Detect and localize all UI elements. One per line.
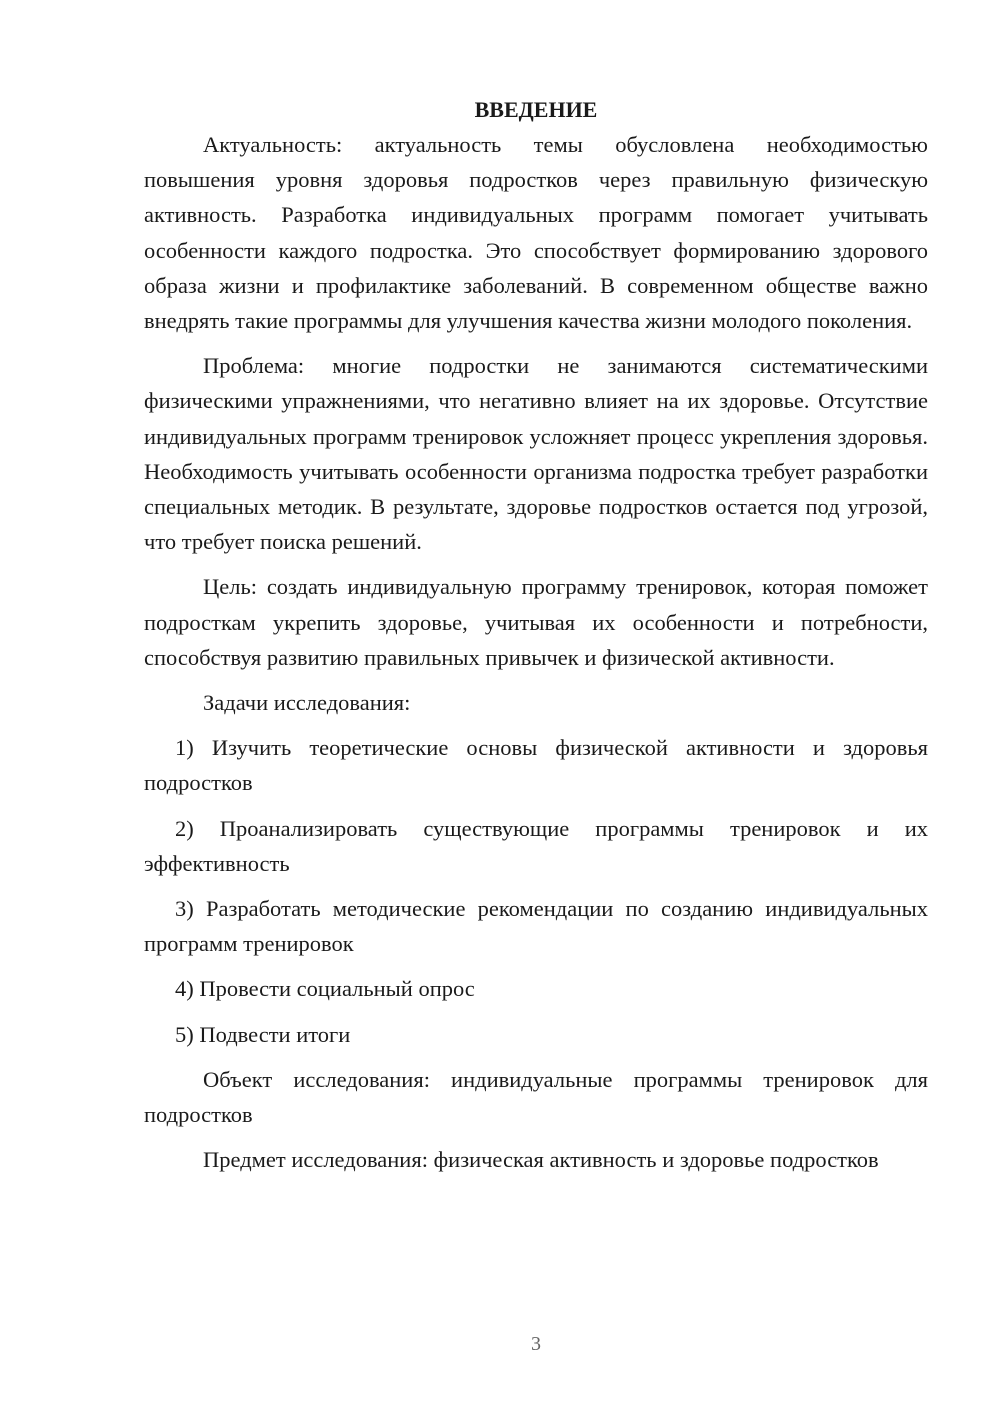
page-title: ВВЕДЕНИЕ [474, 97, 598, 122]
task-item-3: 3) Разработать методические рекомендации по созданию индивидуальных программ тренировок [144, 896, 928, 957]
document-body [144, 92, 928, 1187]
task-item-4: 4) Провести социальный опрос [175, 976, 475, 1002]
subject-paragraph: Предмет исследования: физическая активность и здоровье подростков [203, 1147, 879, 1173]
task-item-2: 2) Проанализировать существующие программы тренировок и их эффективность [144, 815, 928, 876]
task-item-5: 5) Подвести итоги [175, 1021, 351, 1047]
goal-paragraph: Цель: создать индивидуальную программу тренировок, которая поможет подросткам укрепить здоровье, учитывая их особенности и потребности, способствуя развитию правильных привычек и физической активности. [144, 574, 928, 670]
object-paragraph: Объект исследования: индивидуальные программы тренировок для подростков [144, 1066, 928, 1128]
problem-paragraph: Проблема: многие подростки не занимаются систематическими физическими упражнениями, что негативно влияет на их здоровье. Отсутствие индивидуальных программ тренировок усложняет процесс укрепления здоровья. Необходимость учитывать особенности организма подростка требует разработки специальных методик. В результате, здоровье подростков остается под угрозой, что требует поиска решений. [144, 353, 928, 555]
task-item-1: 1) Изучить теоретические основы физической активности и здоровья подростков [144, 735, 928, 796]
page-number: 3 [531, 1333, 541, 1355]
tasks-heading: Задачи исследования: [203, 690, 411, 716]
relevance-paragraph: Актуальность: актуальность темы обусловлена необходимостью повышения уровня здоровья подростков через правильную физическую активность. Разработка индивидуальных программ помогает учитывать особенности каждого подростка. Это способствует формированию здорового образа жизни и профилактике заболеваний. В современном обществе важно внедрять такие программы для улучшения качества жизни молодого поколения. [144, 132, 928, 334]
